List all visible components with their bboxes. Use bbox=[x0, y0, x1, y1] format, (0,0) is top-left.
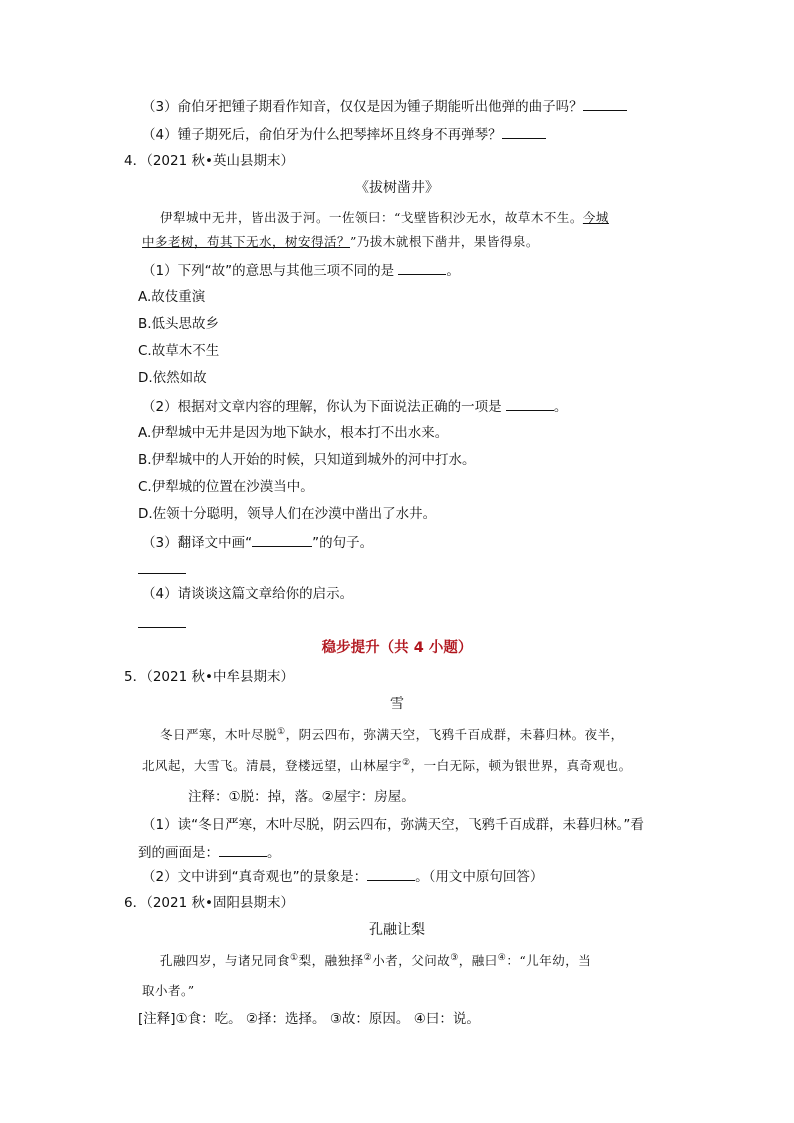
q5-title: 雪 bbox=[390, 696, 404, 712]
q6-passage-line1: 孔融四岁，与诸兄同食①梨，融独择②小者，父问故③，融曰④：“儿年幼，当 bbox=[160, 952, 592, 968]
q4-sub2-option-a: A.伊犁城中无井是因为地下缺水，根本打不出水来。 bbox=[138, 425, 449, 441]
footnote-mark: ③ bbox=[450, 952, 459, 963]
footnote-mark: ① bbox=[277, 726, 286, 737]
q4-sub1-option-c: C.故草木不生 bbox=[138, 343, 220, 359]
q4-sub3: （3）翻译文中画“ ”的句子。 bbox=[142, 532, 373, 553]
q6-notes: [注释]①食：吃。 ②择：选择。 ③故：原因。 ④曰：说。 bbox=[138, 1011, 480, 1027]
q5-sub2: （2）文中讲到“真奇观也”的景象是： 。（用文中原句回答） bbox=[142, 866, 543, 887]
answer-blank[interactable] bbox=[252, 532, 312, 547]
q4-sub2-option-c: C.伊犁城的位置在沙漠当中。 bbox=[138, 479, 314, 495]
footnote-mark: ② bbox=[363, 952, 373, 963]
q6-header: 6．（2021 秋•固阳县期末） bbox=[124, 895, 294, 911]
footnote-mark: ② bbox=[402, 757, 411, 768]
q4-sub1-option-d: D.依然如故 bbox=[138, 370, 207, 386]
q4-sub4: （4）请谈谈这篇文章给你的启示。 bbox=[142, 586, 354, 602]
q5-sub1-line1: （1）读“冬日严寒，木叶尽脱，阴云四布，弥满天空，飞鸦千百成群，未暮归林。”看 bbox=[142, 817, 644, 833]
answer-line[interactable] bbox=[138, 573, 186, 574]
section-title: 稳步提升（共 4 小题） bbox=[321, 640, 473, 656]
answer-blank[interactable] bbox=[502, 124, 546, 139]
answer-blank[interactable] bbox=[583, 96, 627, 111]
q3-sub3: （3）俞伯牙把锺子期看作知音，仅仅是因为锺子期能听出他弹的曲子吗？ bbox=[142, 96, 627, 117]
footnote-mark: ① bbox=[290, 952, 299, 963]
q4-sub2-question: （2）根据对文章内容的理解，你认为下面说法正确的一项是 。 bbox=[142, 396, 567, 417]
q4-sub1-option-a: A.故伎重演 bbox=[138, 289, 206, 305]
q4-header: 4．（2021 秋•英山县期末） bbox=[124, 153, 294, 169]
answer-line[interactable] bbox=[138, 627, 186, 628]
underlined-sentence: 今城 bbox=[582, 210, 609, 225]
q5-passage-line1: 冬日严寒，木叶尽脱①，阴云四布，弥满天空，飞鸦千百成群，未暮归林。夜半， bbox=[160, 726, 624, 742]
q4-title: 《拔树凿井》 bbox=[355, 180, 439, 196]
q3-sub4: （4）锺子期死后，俞伯牙为什么把琴摔坏且终身不再弹琴？ bbox=[142, 124, 546, 145]
underlined-sentence: 中多老树，苟其下无水，树安得活？ bbox=[142, 234, 351, 249]
q6-passage-line2: 取小者。” bbox=[142, 983, 195, 998]
q6-title: 孔融让梨 bbox=[369, 922, 425, 938]
answer-blank[interactable] bbox=[367, 866, 415, 881]
q5-sub1-line2: 到的画面是： 。 bbox=[138, 842, 281, 863]
q4-sub2-option-b: B.伊犁城中的人开始的时候，只知道到城外的河中打水。 bbox=[138, 452, 476, 468]
q4-passage-line2: 中多老树，苟其下无水，树安得活？”乃拔木就根下凿井，果皆得泉。 bbox=[142, 234, 539, 249]
footnote-mark: ④ bbox=[497, 952, 507, 963]
q4-sub1-question: （1）下列“故”的意思与其他三项不同的是 。 bbox=[142, 260, 460, 281]
q5-notes: 注释：①脱：掉，落。②屋宇：房屋。 bbox=[188, 789, 415, 805]
q5-header: 5．（2021 秋•中牟县期末） bbox=[124, 669, 294, 685]
answer-blank[interactable] bbox=[398, 260, 446, 275]
q4-sub2-option-d: D.佐领十分聪明，领导人们在沙漠中凿出了水井。 bbox=[138, 506, 437, 522]
q4-passage-line1: 伊犁城中无井，皆出汲于河。一佐领曰：“戈壁皆积沙无水，故草木不生。今城 bbox=[160, 210, 609, 225]
answer-blank[interactable] bbox=[506, 396, 554, 411]
q4-sub1-option-b: B.低头思故乡 bbox=[138, 316, 220, 332]
answer-blank[interactable] bbox=[219, 842, 267, 857]
q5-passage-line2: 北风起，大雪飞。清晨，登楼远望，山林屋宇②，一白无际，顿为银世界，真奇观也。 bbox=[142, 757, 632, 773]
